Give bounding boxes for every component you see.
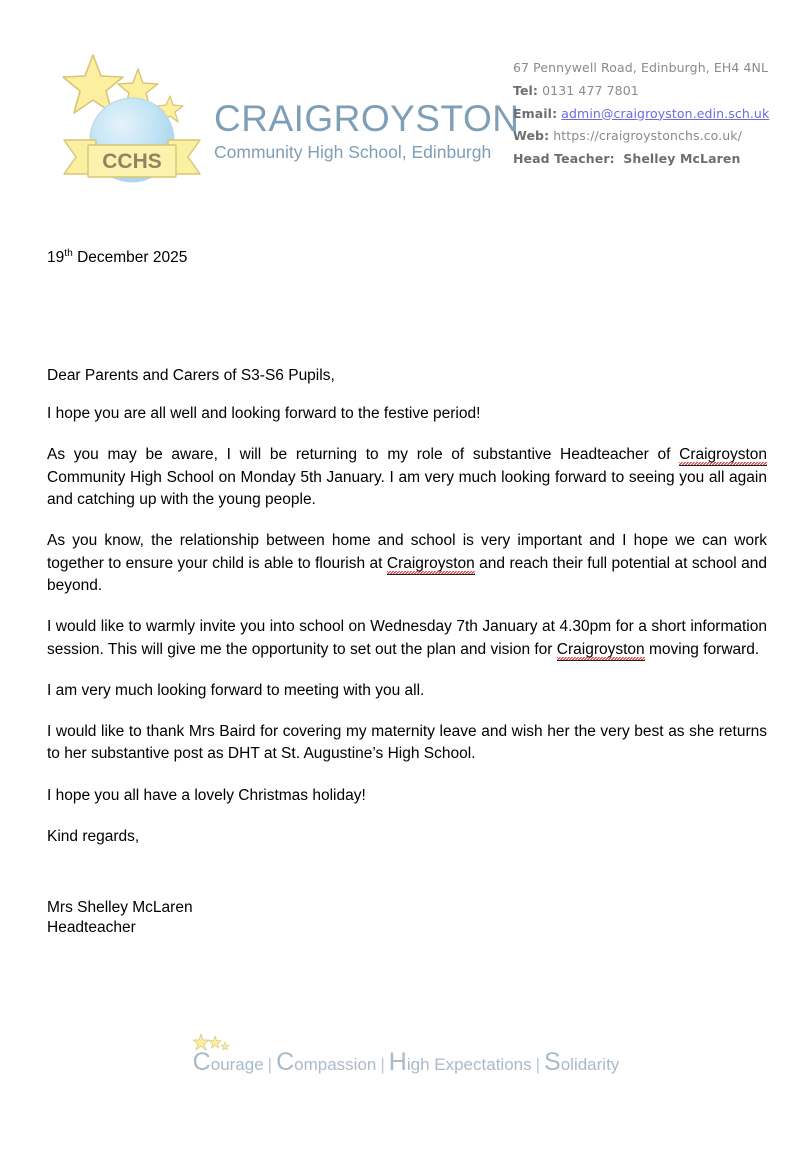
letter-paragraph	[47, 444, 767, 511]
school-name-block	[214, 100, 554, 162]
letter-paragraph	[47, 403, 767, 425]
value-word: ourage	[210, 1055, 264, 1074]
letter-paragraph	[47, 680, 767, 702]
contact-details	[513, 57, 803, 171]
contact-email-label: Email:	[513, 105, 558, 121]
value-word: olidarity	[560, 1055, 620, 1074]
paragraph-text: I hope you all have a lovely Christmas holiday!	[47, 786, 366, 804]
school-subtitle: Community High School, Edinburgh	[214, 142, 492, 162]
school-crest-icon	[62, 52, 202, 184]
paragraph-text: I am very much looking forward to meeting with you all.	[47, 681, 425, 699]
contact-email-link[interactable]: admin@craigroyston.edin.sch.uk	[561, 105, 770, 121]
value-initial: C	[192, 1048, 211, 1076]
misspelled-word: Craigroyston	[387, 555, 475, 575]
values-line	[193, 1050, 620, 1075]
contact-web-label: Web:	[513, 128, 550, 144]
value-word: igh Expectations	[406, 1055, 532, 1074]
paragraph-text: Community High School on Monday 5th January. I am very much looking forward to seeing you all again and catching up with the young people.	[47, 468, 767, 508]
misspelled-word: Craigroyston	[679, 446, 767, 466]
paragraph-text: I would like to warmly invite you into school on Wednesday 7th January at 4.30pm for a short information session. This will give me the opportunity to set out the plan and vision for	[47, 618, 767, 658]
contact-headteacher-label: Head Teacher:	[513, 151, 615, 166]
date-ordinal: th	[64, 247, 73, 259]
value-word: ompassion	[294, 1055, 377, 1074]
value-separator: |	[380, 1055, 385, 1074]
letter-salutation: Dear Parents and Carers of S3-S6 Pupils,	[47, 367, 335, 384]
paragraph-text: I would like to thank Mrs Baird for covering my maternity leave and wish her the very best as she returns to her substantive post as DHT at St. Augustine’s High School.	[47, 723, 767, 763]
contact-email-row	[513, 103, 803, 126]
letter-paragraphs	[47, 403, 767, 848]
contact-address: 67 Pennywell Road, Edinburgh, EH4 4NL	[513, 60, 769, 75]
paragraph-text: As you know, the relationship between home and school is very important and I hope we can work together to ensure your child is able to flourish at	[47, 532, 767, 572]
contact-headteacher-value: Shelley McLaren	[623, 151, 741, 166]
letter-paragraph	[47, 721, 767, 766]
letterhead	[0, 0, 812, 200]
signature-name: Mrs Shelley McLaren	[47, 899, 193, 916]
date-rest: December 2025	[72, 249, 188, 266]
paragraph-text: moving forward.	[644, 640, 760, 658]
value-initial: S	[544, 1048, 561, 1076]
contact-headteacher-row	[513, 148, 803, 171]
paragraph-text: and reach their full potential at school and beyond.	[47, 554, 768, 594]
contact-web-value: https://craigroystonchs.co.uk/	[553, 128, 742, 144]
signature-role: Headteacher	[47, 918, 136, 936]
contact-address-row	[513, 57, 803, 80]
school-title: CRAIGROYSTON	[214, 98, 520, 139]
paragraph-text: I hope you are all well and looking forward to the festive period!	[47, 405, 481, 422]
value-initial: H	[388, 1048, 407, 1076]
school-logo-block	[62, 52, 520, 187]
value-separator: |	[535, 1055, 541, 1074]
contact-tel-row	[513, 80, 803, 103]
contact-tel-label: Tel:	[513, 82, 539, 98]
value-separator: |	[267, 1055, 273, 1074]
school-values-footer	[0, 1050, 812, 1075]
misspelled-word: Craigroyston	[557, 641, 645, 661]
letter-body	[47, 247, 768, 936]
letter-paragraph	[47, 785, 767, 807]
date-day: 19	[47, 249, 65, 266]
contact-web-row	[513, 125, 803, 148]
letter-paragraph	[47, 530, 767, 597]
paragraph-text: As you may be aware, I will be returning to my role of substantive Headteacher of	[47, 446, 680, 464]
letter-signature	[47, 898, 193, 937]
contact-tel-value: 0131 477 7801	[542, 82, 639, 98]
crest-badge-text: CCHS	[102, 150, 162, 173]
letter-date	[47, 248, 767, 267]
letter-paragraph	[47, 616, 767, 661]
paragraph-text: Kind regards,	[47, 828, 140, 846]
value-initial: C	[276, 1048, 295, 1076]
values-stars-icon	[192, 1033, 236, 1055]
letter-paragraph	[47, 826, 767, 848]
